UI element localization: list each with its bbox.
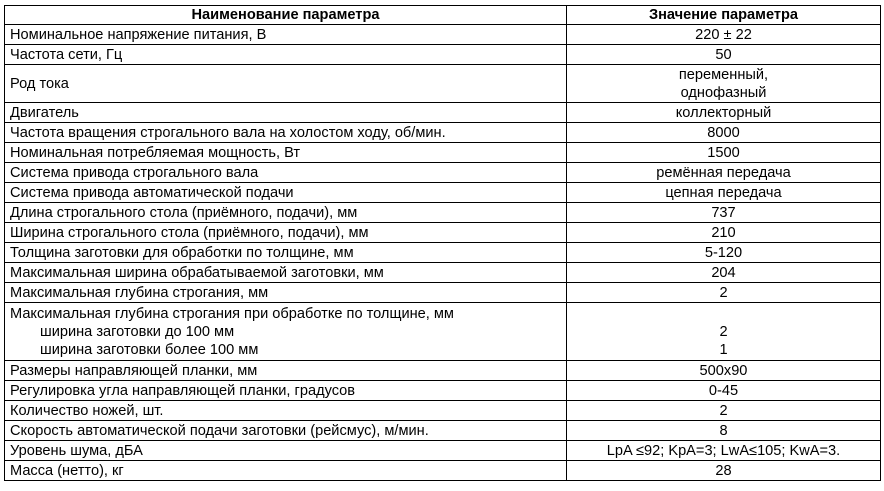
parameter-value-cell <box>567 163 881 183</box>
parameter-value: 1500 <box>707 144 740 161</box>
table-row <box>5 103 881 123</box>
table-row <box>5 401 881 421</box>
parameter-value: 8 <box>719 422 728 439</box>
parameter-name: Скорость автоматической подачи заготовки (рейсмус), м/мин. <box>10 422 429 439</box>
parameter-value: 210 <box>711 224 736 241</box>
parameter-name: ширина заготовки до 100 мм <box>40 323 235 340</box>
parameter-name: Максимальная ширина обрабатываемой заготовки, мм <box>10 264 384 281</box>
parameter-name: Уровень шума, дБА <box>10 442 143 459</box>
table-row <box>5 45 881 65</box>
parameter-name: Номинальное напряжение питания, В <box>10 26 267 43</box>
parameter-name: Максимальная глубина строгания, мм <box>10 284 269 301</box>
parameter-value: 0-45 <box>708 382 739 399</box>
parameter-value-cell <box>567 243 881 263</box>
table-row <box>5 361 881 381</box>
table-header-row <box>5 6 881 25</box>
parameter-value-cell <box>567 303 881 361</box>
parameter-name: Частота вращения строгального вала на холостом ходу, об/мин. <box>10 124 446 141</box>
parameter-name: Толщина заготовки для обработки по толщине, мм <box>10 244 354 261</box>
parameter-name-cell <box>5 223 567 243</box>
parameter-value-cell <box>567 401 881 421</box>
parameter-value-cell <box>567 65 881 103</box>
parameter-name: ширина заготовки более 100 мм <box>40 341 259 358</box>
parameter-name: Масса (нетто), кг <box>10 462 124 479</box>
parameter-name: Род тока <box>10 75 69 92</box>
parameter-value-cell <box>567 183 881 203</box>
table-row <box>5 25 881 45</box>
table-row <box>5 461 881 481</box>
table-row <box>5 65 881 103</box>
parameter-value-cell <box>567 143 881 163</box>
parameter-name-cell <box>5 183 567 203</box>
parameter-value: коллекторный <box>675 104 772 121</box>
parameter-value: 28 <box>715 462 732 479</box>
parameter-value-cell <box>567 123 881 143</box>
parameter-value-cell <box>567 441 881 461</box>
table-row <box>5 441 881 461</box>
parameter-name: Количество ножей, шт. <box>10 402 164 419</box>
parameter-value: 8000 <box>707 124 740 141</box>
spec-table <box>4 5 881 481</box>
table-row <box>5 163 881 183</box>
parameter-name-cell <box>5 203 567 223</box>
parameter-value-cell <box>567 25 881 45</box>
parameter-name: Система привода строгального вала <box>10 164 259 181</box>
parameter-name: Двигатель <box>10 104 79 121</box>
parameter-name-cell <box>5 303 567 361</box>
table-row <box>5 381 881 401</box>
parameter-name: Номинальная потребляемая мощность, Вт <box>10 144 301 161</box>
parameter-name: Ширина строгального стола (приёмного, подачи), мм <box>10 224 369 241</box>
parameter-value: 2 <box>719 402 728 419</box>
parameter-name-cell <box>5 103 567 123</box>
parameter-name-cell <box>5 263 567 283</box>
parameter-value-cell <box>567 381 881 401</box>
parameter-value-cell <box>567 223 881 243</box>
parameter-value: 204 <box>711 264 736 281</box>
parameter-name-cell <box>5 123 567 143</box>
table-row <box>5 123 881 143</box>
parameter-name: Размеры направляющей планки, мм <box>10 362 258 379</box>
parameter-value: 5-120 <box>704 244 743 261</box>
parameter-value: 2 <box>719 323 728 340</box>
parameter-name-cell <box>5 283 567 303</box>
spec-table-container <box>4 5 880 487</box>
parameter-value <box>572 305 875 323</box>
parameter-value-cell <box>567 103 881 123</box>
parameter-value: ремённая передача <box>656 164 791 181</box>
parameter-value: LpA ≤92; KpA=3; LwA≤105; KwA=3. <box>606 442 841 459</box>
parameter-value: 1 <box>719 341 728 358</box>
parameter-name: Система привода автоматической подачи <box>10 184 294 201</box>
parameter-name-cell <box>5 401 567 421</box>
parameter-name-cell <box>5 381 567 401</box>
table-body <box>5 25 881 481</box>
parameter-name: Длина строгального стола (приёмного, подачи), мм <box>10 204 358 221</box>
parameter-name-cell <box>5 65 567 103</box>
parameter-value: 737 <box>711 204 736 221</box>
parameter-value: цепная передача <box>665 184 782 201</box>
table-row <box>5 223 881 243</box>
parameter-name: Регулировка угла направляющей планки, градусов <box>10 382 356 399</box>
parameter-name-cell <box>5 143 567 163</box>
parameter-value: переменный, <box>678 66 769 83</box>
parameter-name: Частота сети, Гц <box>10 46 123 63</box>
parameter-value-cell <box>567 283 881 303</box>
table-row <box>5 283 881 303</box>
header-parameter-value: Значение параметра <box>567 6 881 25</box>
table-row <box>5 183 881 203</box>
table-row <box>5 243 881 263</box>
parameter-value-cell <box>567 361 881 381</box>
parameter-name-cell <box>5 163 567 183</box>
parameter-value-cell <box>567 263 881 283</box>
parameter-name-cell <box>5 421 567 441</box>
parameter-value-cell <box>567 203 881 223</box>
parameter-value: 220 ± 22 <box>695 26 752 43</box>
table-row <box>5 303 881 361</box>
parameter-value: 2 <box>719 284 728 301</box>
parameter-value: 500x90 <box>699 362 748 379</box>
header-parameter-name: Наименование параметра <box>5 6 567 25</box>
parameter-value: однофазный <box>680 84 767 101</box>
parameter-name-cell <box>5 361 567 381</box>
parameter-name-cell <box>5 243 567 263</box>
table-row <box>5 143 881 163</box>
parameter-value-cell <box>567 45 881 65</box>
parameter-value-cell <box>567 421 881 441</box>
table-row <box>5 421 881 441</box>
parameter-name-cell <box>5 461 567 481</box>
parameter-name-cell <box>5 25 567 45</box>
parameter-name-cell <box>5 441 567 461</box>
parameter-value: 50 <box>715 46 732 63</box>
parameter-name: Максимальная глубина строгания при обработке по толщине, мм <box>10 305 454 322</box>
parameter-value-cell <box>567 461 881 481</box>
table-row <box>5 263 881 283</box>
table-row <box>5 203 881 223</box>
parameter-name-cell <box>5 45 567 65</box>
